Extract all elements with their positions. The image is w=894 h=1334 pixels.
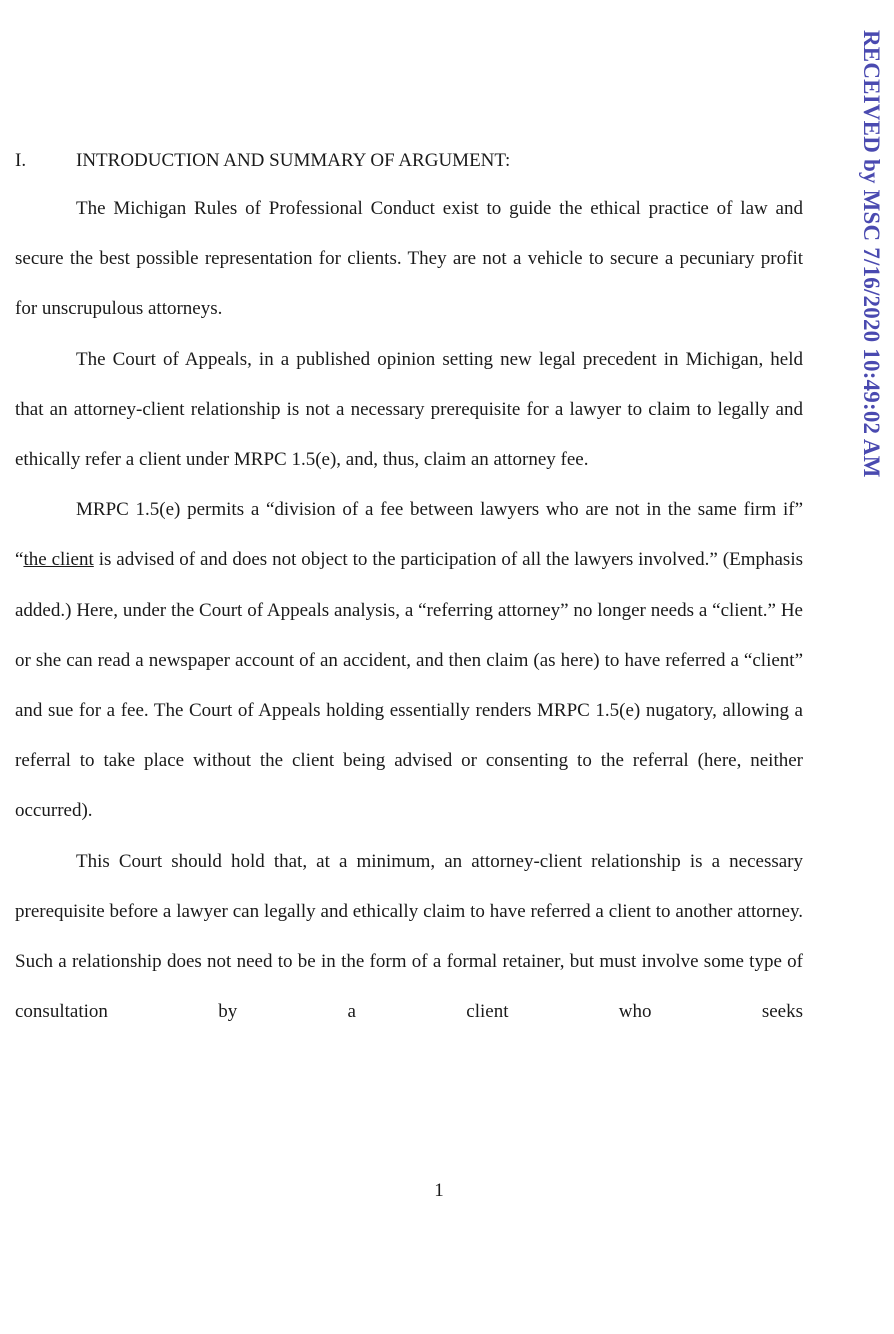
paragraph-mrpc-text-start: MRPC 1.5(e) permits a “division of a fee between lawyers who are not in the same firm if” “ <box>15 499 803 571</box>
received-stamp <box>850 30 894 590</box>
paragraph-mrpc-rule <box>15 485 803 836</box>
paragraph-mrpc-text-end: is advised of and does not object to the participation of all the lawyers involved.” (Emphasis added.) Here, under the Court of Appeals analysis, a “referring attorney” no longer needs a “client.” He or she can read a newspaper account of an accident, and then claim (as here) to have referred a “client” and sue for a fee. The Court of Appeals holding essentially renders MRPC 1.5(e) nugatory, allowing a referral to take place without the client being advised or consenting to the referral (here, neither occurred). <box>15 549 803 822</box>
document-body <box>15 184 803 1037</box>
paragraph-purpose: The Michigan Rules of Professional Conduct exist to guide the ethical practice of law and secure the best possible representation for clients. They are not a vehicle to secure a pecuniary profit for unscrupulous attorneys. <box>15 198 803 320</box>
section-number: I. <box>15 150 27 171</box>
paragraph-holding: This Court should hold that, at a minimum, an attorney-client relationship is a necessary prerequisite before a lawyer can legally and ethically claim to have referred a client to another attorney. Such a relationship does not need to be in the form of a formal retainer, but must involve some type of consultation by a client who seeks <box>15 850 803 1023</box>
section-title: INTRODUCTION AND SUMMARY OF ARGUMENT: <box>76 150 511 171</box>
underlined-phrase: the client <box>23 549 94 571</box>
paragraph-court-of-appeals: The Court of Appeals, in a published opinion setting new legal precedent in Michigan, held that an attorney-client relationship is not a necessary prerequisite for a lawyer to claim to legally and ethically refer a client under MRPC 1.5(e), and, thus, claim an attorney fee. <box>15 348 803 471</box>
page-number: 1 <box>434 1180 444 1201</box>
received-stamp-text: RECEIVED by MSC 7/16/2020 10:49:02 AM <box>859 30 884 478</box>
